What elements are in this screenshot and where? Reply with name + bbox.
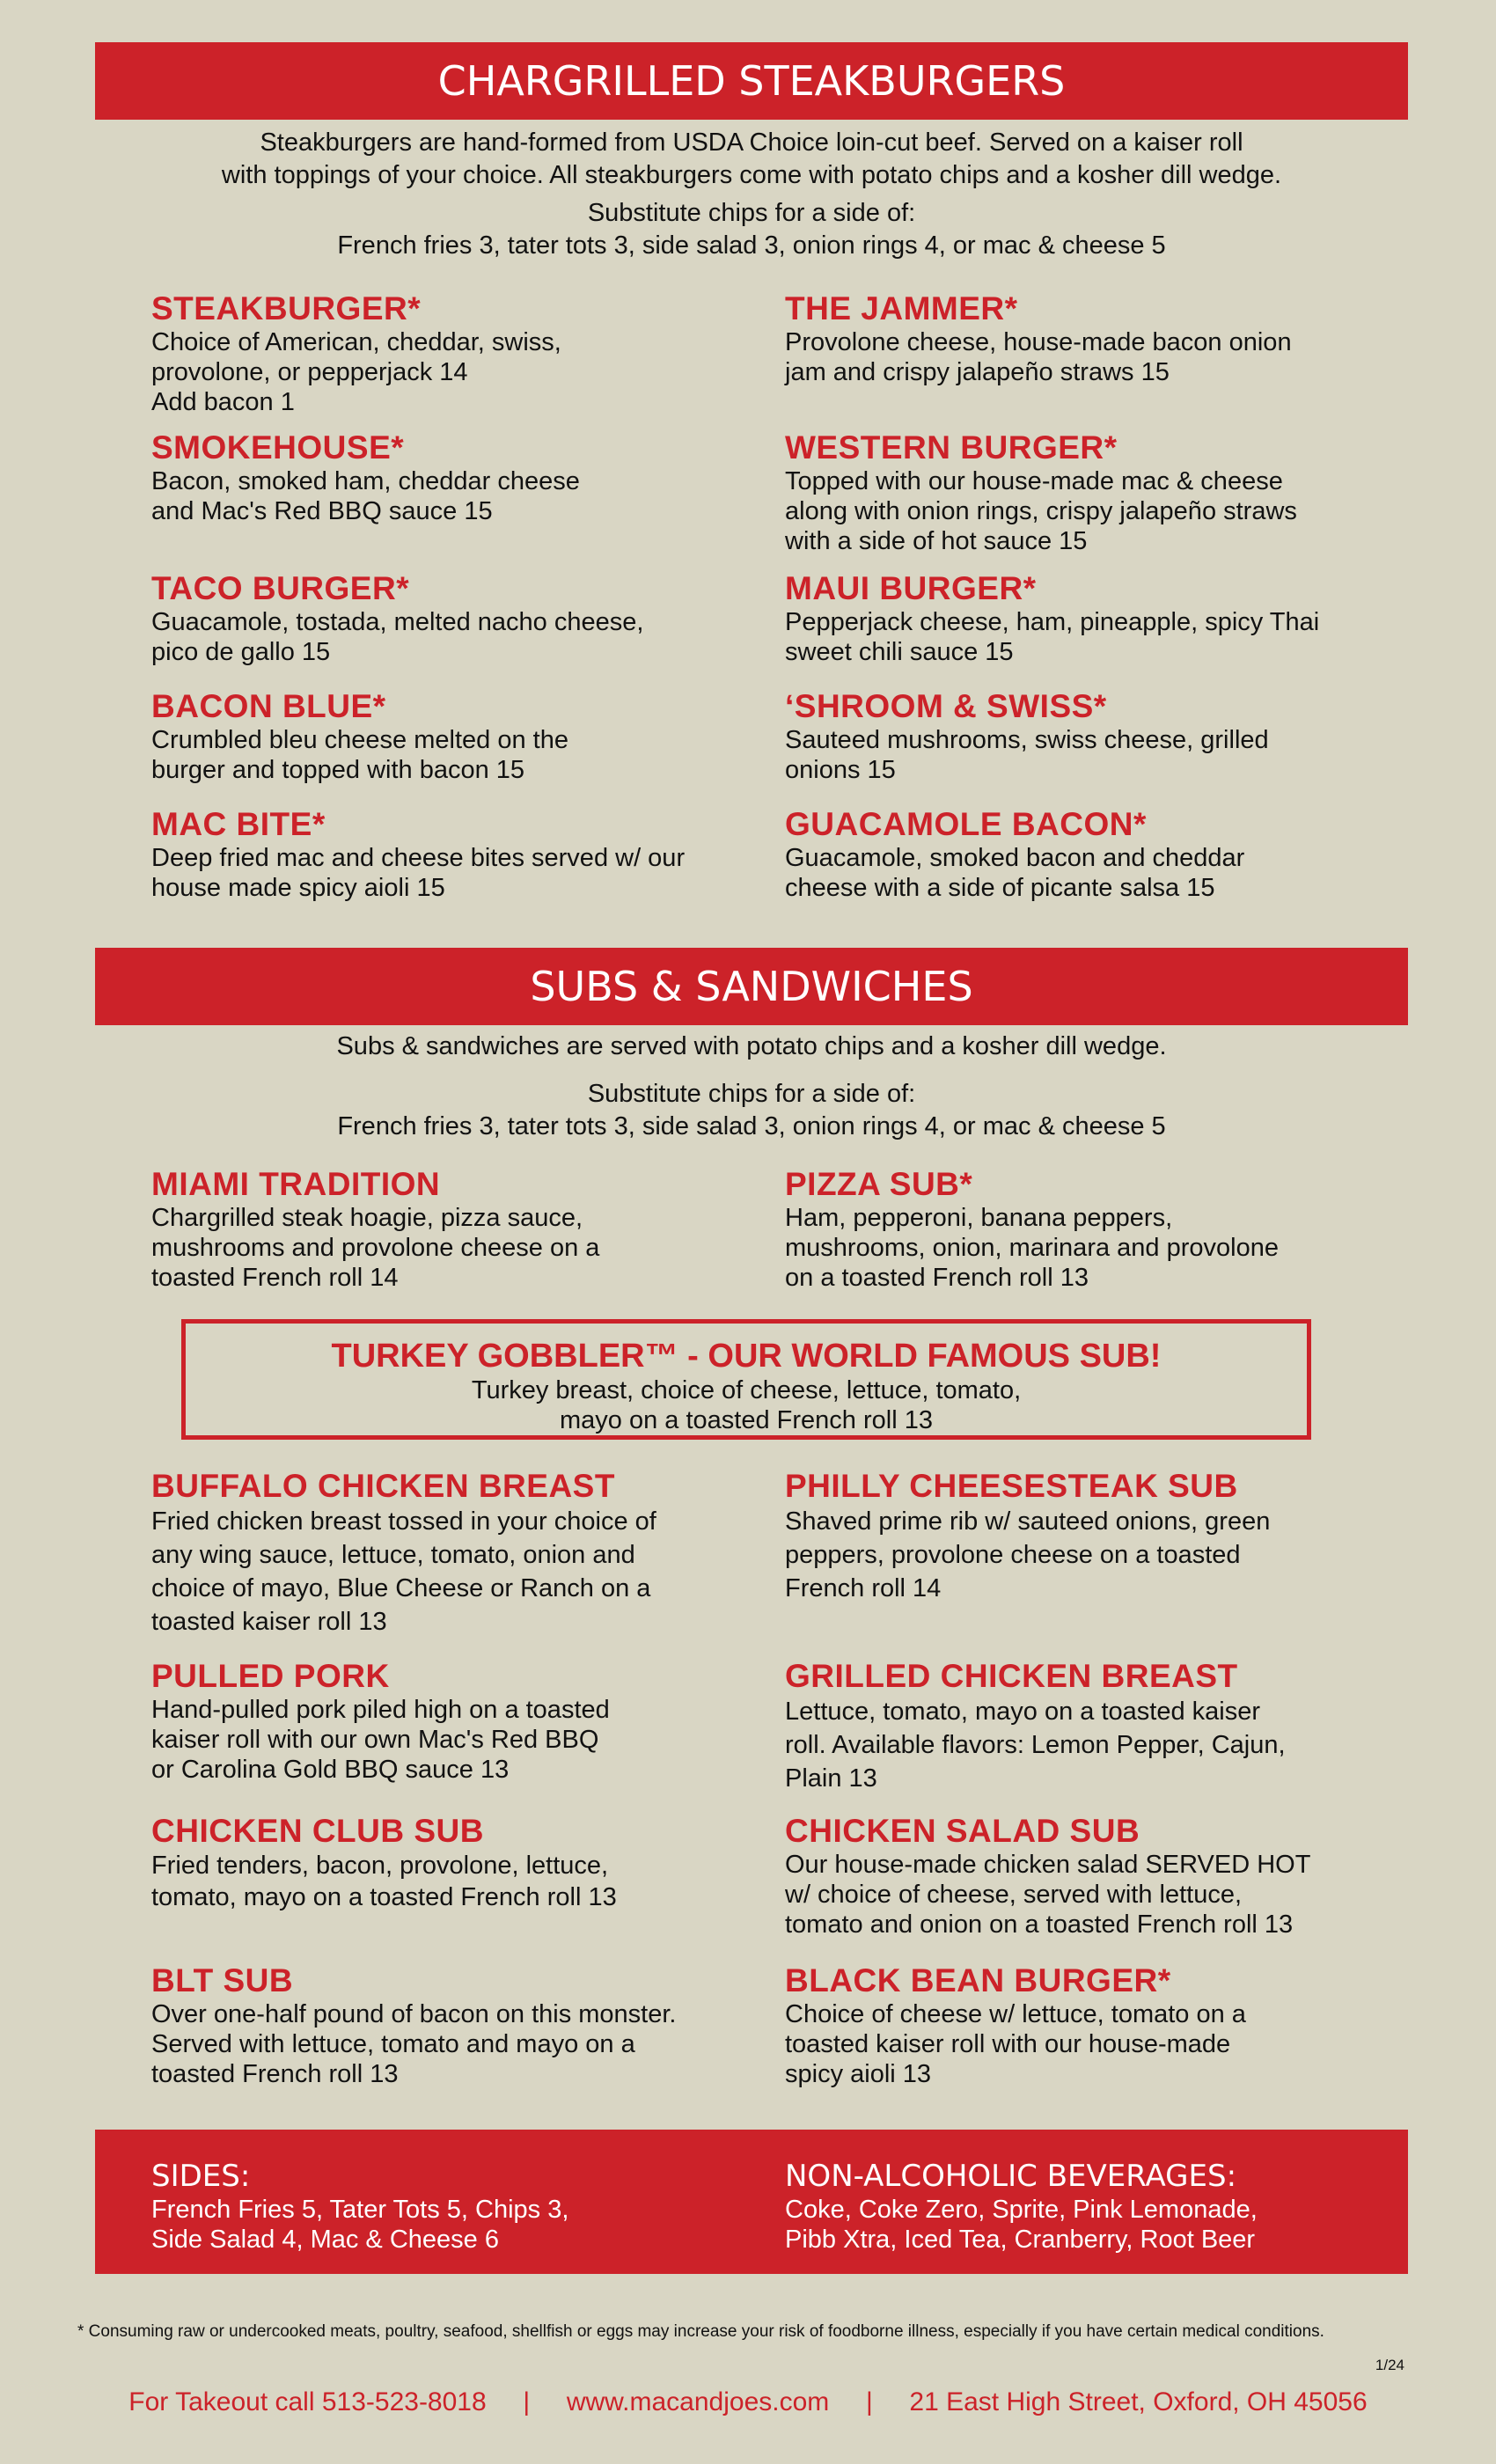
item-description: Fried tenders, bacon, provolone, lettuce, tomato, mayo on a toasted French roll 13 <box>151 1852 617 1911</box>
item-description: Over one-half pound of bacon on this monster. Served with lettuce, tomato and mayo on a toasted French roll 13 <box>151 2000 677 2088</box>
sides-section <box>151 2158 568 2255</box>
featured-sub-name: TURKEY GOBBLER™ - OUR WORLD FAMOUS SUB! <box>331 1338 1162 1375</box>
item-name: BACON BLUE* <box>151 688 386 724</box>
item-name: PULLED PORK <box>151 1658 390 1694</box>
menu-item <box>785 1468 1401 1658</box>
menu-item <box>785 1166 1401 1293</box>
item-description: Deep fried mac and cheese bites served w/ our house made spicy aioli 15 <box>151 844 686 902</box>
menu-item <box>151 688 785 806</box>
subs-menu <box>151 1468 1401 2089</box>
item-description: Guacamole, tostada, melted nacho cheese, pico de gallo 15 <box>151 608 644 666</box>
sides-title: SIDES: <box>151 2159 251 2194</box>
item-description: Guacamole, smoked bacon and cheddar cheese with a side of picante salsa 15 <box>785 844 1245 902</box>
item-name: BLACK BEAN BURGER* <box>785 1962 1171 1998</box>
item-description: Sauteed mushrooms, swiss cheese, grilled onions 15 <box>785 726 1269 784</box>
menu-item <box>785 688 1401 806</box>
menu-item <box>151 429 785 570</box>
item-description: Our house-made chicken salad SERVED HOT w/ choice of cheese, served with lettuce, tomato and onion on a toasted French roll 13 <box>785 1851 1311 1939</box>
contact-footer: For Takeout call 513-523-8018 | www.macandjoes.com | 21 East High Street, Oxford, OH 45056 <box>128 2387 1368 2416</box>
steakburgers-intro <box>95 127 1408 262</box>
substitute-options: French fries 3, tater tots 3, side salad 3, onion rings 4, or mac & cheese 5 <box>337 231 1166 260</box>
item-name: TACO BURGER* <box>151 570 410 606</box>
page-number: 1/24 <box>1375 2357 1404 2373</box>
item-name: GUACAMOLE BACON* <box>785 806 1147 842</box>
item-description: Choice of cheese w/ lettuce, tomato on a toasted kaiser roll with our house-made spicy aioli 13 <box>785 2000 1246 2088</box>
item-name: MAC BITE* <box>151 806 326 842</box>
item-name: SMOKEHOUSE* <box>151 429 405 466</box>
item-name: CHICKEN CLUB SUB <box>151 1813 484 1849</box>
intro-line: Subs & sandwiches are served with potato chips and a kosher dill wedge. <box>336 1032 1167 1060</box>
item-description: Bacon, smoked ham, cheddar cheese and Mac's Red BBQ sauce 15 <box>151 467 580 525</box>
beverages-section <box>785 2158 1258 2255</box>
item-name: CHICKEN SALAD SUB <box>785 1813 1140 1849</box>
substitute-options: French fries 3, tater tots 3, side salad 3, onion rings 4, or mac & cheese 5 <box>337 1112 1166 1140</box>
item-name: THE JAMMER* <box>785 290 1018 326</box>
subs-top-menu <box>151 1166 1401 1293</box>
menu-item <box>785 1813 1401 1962</box>
menu-item <box>785 290 1401 429</box>
menu-item <box>151 1166 785 1293</box>
item-name: PHILLY CHEESESTEAK SUB <box>785 1468 1238 1504</box>
item-description: Pepperjack cheese, ham, pineapple, spicy Thai sweet chili sauce 15 <box>785 608 1320 666</box>
item-description: Crumbled bleu cheese melted on the burger and topped with bacon 15 <box>151 726 568 784</box>
item-description: Lettuce, tomato, mayo on a toasted kaiser roll. Available flavors: Lemon Pepper, Cajun, Plain 13 <box>785 1698 1286 1793</box>
menu-item <box>151 1962 785 2089</box>
subs-banner: SUBS & SANDWICHES <box>95 948 1408 1025</box>
item-description: Fried chicken breast tossed in your choice of any wing sauce, lettuce, tomato, onion and choice of mayo, Blue Cheese or Ranch on a toasted kaiser roll 13 <box>151 1507 656 1636</box>
item-name: PIZZA SUB* <box>785 1166 973 1202</box>
item-name: BLT SUB <box>151 1962 294 1998</box>
sides-list: French Fries 5, Tater Tots 5, Chips 3, Side Salad 4, Mac & Cheese 6 <box>151 2196 569 2254</box>
sides-beverages-panel <box>95 2130 1408 2274</box>
steakburgers-banner: CHARGRILLED STEAKBURGERS <box>95 42 1408 120</box>
item-description: Choice of American, cheddar, swiss, provolone, or pepperjack 14 Add bacon 1 <box>151 328 561 416</box>
menu-item <box>785 806 1401 903</box>
item-description: Hand-pulled pork piled high on a toasted kaiser roll with our own Mac's Red BBQ or Carolina Gold BBQ sauce 13 <box>151 1696 610 1784</box>
intro-line: with toppings of your choice. All steakburgers come with potato chips and a kosher dill wedge. <box>221 161 1282 189</box>
item-name: WESTERN BURGER* <box>785 429 1118 466</box>
item-name: GRILLED CHICKEN BREAST <box>785 1658 1238 1694</box>
menu-item <box>785 429 1401 570</box>
item-name: MAUI BURGER* <box>785 570 1037 606</box>
item-description: Provolone cheese, house-made bacon onion jam and crispy jalapeño straws 15 <box>785 328 1292 386</box>
item-description: Topped with our house-made mac & cheese along with onion rings, crispy jalapeño straws with a side of hot sauce 15 <box>785 467 1297 555</box>
item-name: BUFFALO CHICKEN BREAST <box>151 1468 615 1504</box>
menu-item <box>151 1813 785 1962</box>
menu-item <box>151 1468 785 1658</box>
menu-item <box>151 806 785 903</box>
substitute-label: Substitute chips for a side of: <box>587 1080 916 1108</box>
item-description: Ham, pepperoni, banana peppers, mushrooms, onion, marinara and provolone on a toasted French roll 13 <box>785 1204 1279 1292</box>
menu-item <box>151 1658 785 1813</box>
item-name: ‘SHROOM & SWISS* <box>785 688 1107 724</box>
beverages-list: Coke, Coke Zero, Sprite, Pink Lemonade, Pibb Xtra, Iced Tea, Cranberry, Root Beer <box>785 2196 1258 2254</box>
steakburgers-menu <box>151 290 1401 903</box>
menu-item <box>785 1658 1401 1813</box>
menu-item <box>151 570 785 688</box>
food-safety-disclaimer: * Consuming raw or undercooked meats, poultry, seafood, shellfish or eggs may increase your risk of foodborne illness, especially if you have certain medical conditions. <box>77 2322 1324 2341</box>
featured-sub-box <box>181 1319 1311 1440</box>
intro-line: Steakburgers are hand-formed from USDA Choice loin-cut beef. Served on a kaiser roll <box>260 128 1243 157</box>
item-description: Chargrilled steak hoagie, pizza sauce, mushrooms and provolone cheese on a toasted French roll 14 <box>151 1204 600 1292</box>
substitute-label: Substitute chips for a side of: <box>587 199 916 227</box>
menu-item <box>785 570 1401 688</box>
menu-item <box>785 1962 1401 2089</box>
menu-item <box>151 290 785 429</box>
item-name: MIAMI TRADITION <box>151 1166 441 1202</box>
subs-intro <box>95 1030 1408 1143</box>
featured-sub-description: Turkey breast, choice of cheese, lettuce, tomato, mayo on a toasted French roll 13 <box>471 1376 1022 1434</box>
beverages-title: NON-ALCOHOLIC BEVERAGES: <box>785 2159 1237 2194</box>
item-name: STEAKBURGER* <box>151 290 422 326</box>
item-description: Shaved prime rib w/ sauteed onions, green peppers, provolone cheese on a toasted French roll 14 <box>785 1507 1271 1602</box>
